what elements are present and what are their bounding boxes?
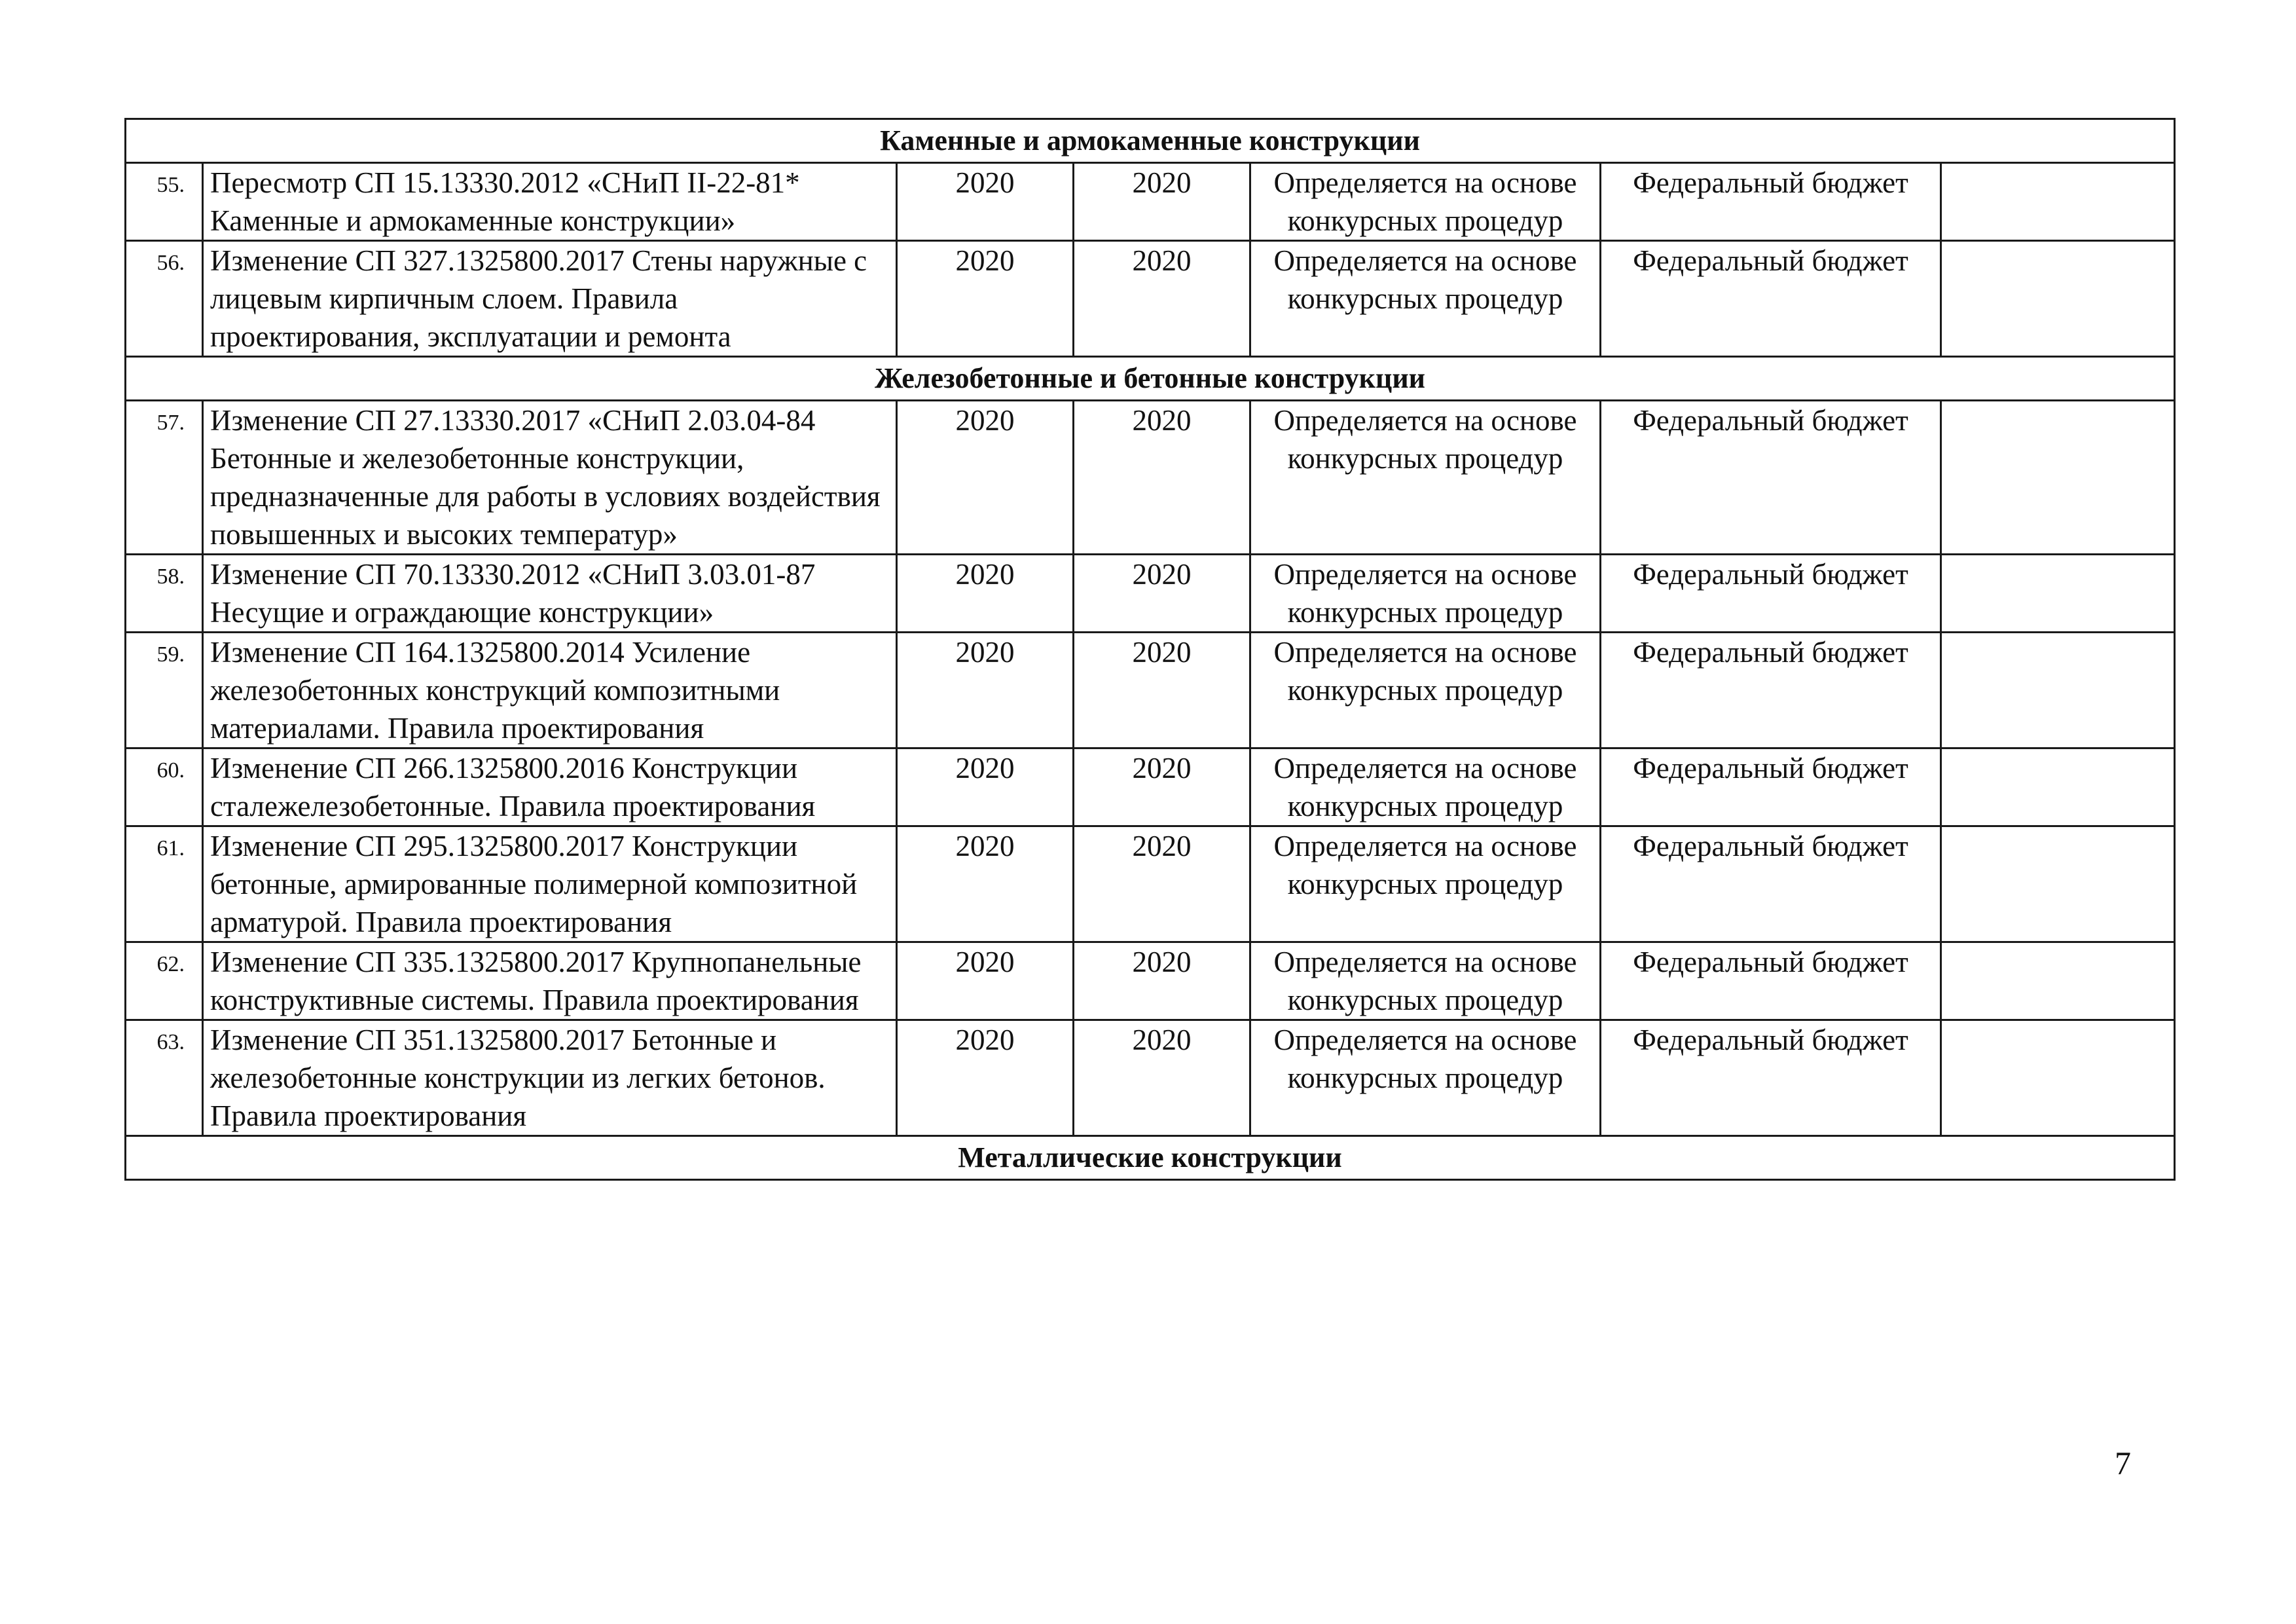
start-year: 2020 — [897, 241, 1074, 357]
document-name: Изменение СП 266.1325800.2016 Конструкции сталежелезобетонные. Правила проектирования — [203, 748, 897, 826]
start-year: 2020 — [897, 942, 1074, 1020]
notes-cell — [1941, 826, 2175, 942]
cost-basis: Определяется на основе конкурсных процедур — [1250, 241, 1601, 357]
document-name: Изменение СП 335.1325800.2017 Крупнопанельные конструктивные системы. Правила проектирования — [203, 942, 897, 1020]
cost-basis: Определяется на основе конкурсных процедур — [1250, 401, 1601, 555]
row-number: 57. — [126, 401, 203, 555]
funding-source: Федеральный бюджет — [1601, 163, 1941, 241]
document-name: Пересмотр СП 15.13330.2012 «СНиП II-22-81* Каменные и армокаменные конструкции» — [203, 163, 897, 241]
funding-source: Федеральный бюджет — [1601, 748, 1941, 826]
row-number: 62. — [126, 942, 203, 1020]
cost-basis: Определяется на основе конкурсных процедур — [1250, 555, 1601, 633]
start-year: 2020 — [897, 826, 1074, 942]
section-header-row — [126, 119, 2175, 163]
row-number: 63. — [126, 1020, 203, 1136]
section-title: Металлические конструкции — [126, 1136, 2175, 1180]
notes-cell — [1941, 163, 2175, 241]
start-year: 2020 — [897, 401, 1074, 555]
table-row — [126, 748, 2175, 826]
funding-source: Федеральный бюджет — [1601, 401, 1941, 555]
funding-source: Федеральный бюджет — [1601, 555, 1941, 633]
end-year: 2020 — [1074, 633, 1250, 748]
end-year: 2020 — [1074, 555, 1250, 633]
section-title: Каменные и армокаменные конструкции — [126, 119, 2175, 163]
funding-source: Федеральный бюджет — [1601, 826, 1941, 942]
start-year: 2020 — [897, 1020, 1074, 1136]
cost-basis: Определяется на основе конкурсных процедур — [1250, 942, 1601, 1020]
row-number: 59. — [126, 633, 203, 748]
end-year: 2020 — [1074, 163, 1250, 241]
notes-cell — [1941, 633, 2175, 748]
table-row — [126, 241, 2175, 357]
end-year: 2020 — [1074, 241, 1250, 357]
notes-cell — [1941, 748, 2175, 826]
document-name: Изменение СП 70.13330.2012 «СНиП 3.03.01-87 Несущие и ограждающие конструкции» — [203, 555, 897, 633]
cost-basis: Определяется на основе конкурсных процедур — [1250, 163, 1601, 241]
end-year: 2020 — [1074, 401, 1250, 555]
table-row — [126, 1020, 2175, 1136]
cost-basis: Определяется на основе конкурсных процедур — [1250, 1020, 1601, 1136]
table-row — [126, 942, 2175, 1020]
table-row — [126, 826, 2175, 942]
document-name: Изменение СП 27.13330.2017 «СНиП 2.03.04-84 Бетонные и железобетонные конструкции, предназначенные для работы в условиях воздействия повышенных и высоких температур» — [203, 401, 897, 555]
cost-basis: Определяется на основе конкурсных процедур — [1250, 826, 1601, 942]
row-number: 61. — [126, 826, 203, 942]
row-number: 56. — [126, 241, 203, 357]
cost-basis: Определяется на основе конкурсных процедур — [1250, 748, 1601, 826]
end-year: 2020 — [1074, 748, 1250, 826]
start-year: 2020 — [897, 633, 1074, 748]
end-year: 2020 — [1074, 826, 1250, 942]
start-year: 2020 — [897, 555, 1074, 633]
end-year: 2020 — [1074, 942, 1250, 1020]
table-row — [126, 163, 2175, 241]
row-number: 55. — [126, 163, 203, 241]
table-row — [126, 555, 2175, 633]
document-name: Изменение СП 295.1325800.2017 Конструкции бетонные, армированные полимерной композитной арматурой. Правила проектирования — [203, 826, 897, 942]
table-row — [126, 633, 2175, 748]
document-name: Изменение СП 351.1325800.2017 Бетонные и железобетонные конструкции из легких бетонов. Правила проектирования — [203, 1020, 897, 1136]
plan-table — [124, 118, 2176, 1181]
cost-basis: Определяется на основе конкурсных процедур — [1250, 633, 1601, 748]
page-number: 7 — [2115, 1445, 2131, 1481]
notes-cell — [1941, 942, 2175, 1020]
document-name: Изменение СП 164.1325800.2014 Усиление железобетонных конструкций композитными материалами. Правила проектирования — [203, 633, 897, 748]
funding-source: Федеральный бюджет — [1601, 241, 1941, 357]
notes-cell — [1941, 241, 2175, 357]
notes-cell — [1941, 1020, 2175, 1136]
table-body — [126, 119, 2175, 1180]
start-year: 2020 — [897, 163, 1074, 241]
row-number: 60. — [126, 748, 203, 826]
funding-source: Федеральный бюджет — [1601, 1020, 1941, 1136]
end-year: 2020 — [1074, 1020, 1250, 1136]
section-header-row — [126, 1136, 2175, 1180]
funding-source: Федеральный бюджет — [1601, 942, 1941, 1020]
section-header-row — [126, 357, 2175, 401]
notes-cell — [1941, 555, 2175, 633]
document-name: Изменение СП 327.1325800.2017 Стены наружные с лицевым кирпичным слоем. Правила проектирования, эксплуатации и ремонта — [203, 241, 897, 357]
row-number: 58. — [126, 555, 203, 633]
start-year: 2020 — [897, 748, 1074, 826]
funding-source: Федеральный бюджет — [1601, 633, 1941, 748]
section-title: Железобетонные и бетонные конструкции — [126, 357, 2175, 401]
table-row — [126, 401, 2175, 555]
notes-cell — [1941, 401, 2175, 555]
